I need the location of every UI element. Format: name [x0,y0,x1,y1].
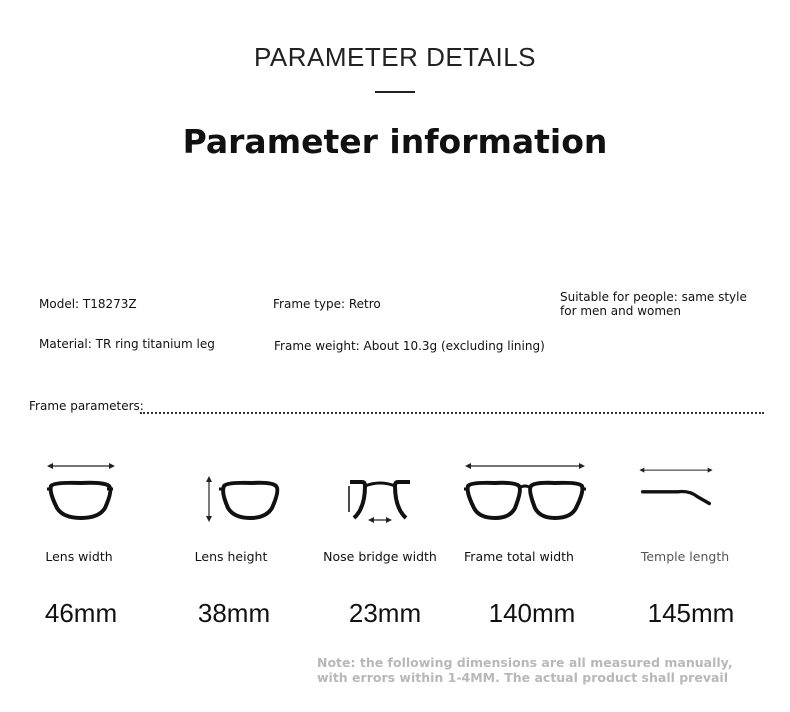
param-value-frame-width: 140mm [488,598,576,628]
frame-parameters-label: Frame parameters: [29,399,144,413]
lens-width-icon [41,456,121,526]
spec-suitable-line1: Suitable for people: same style [560,290,747,304]
param-label-frame-width: Frame total width [464,549,574,564]
spec-material: Material: TR ring titanium leg [39,337,215,351]
temple-length-icon [636,456,732,526]
param-label-lens-width: Lens width [45,549,113,564]
param-label-lens-height: Lens height [194,549,268,564]
page-title: Parameter information [182,122,608,161]
param-value-temple-length: 145mm [647,598,735,628]
lens-height-icon [200,471,280,541]
spec-suitable-line2: for men and women [560,304,682,318]
param-value-lens-height: 38mm [197,598,271,628]
header-title: PARAMETER DETAILS [253,42,537,72]
param-label-nose-bridge: Nose bridge width [323,549,437,564]
frame-width-icon [461,456,589,526]
header-divider [375,91,415,93]
spec-model: Model: T18273Z [39,297,137,311]
measurement-note [317,655,733,685]
note-line2: with errors within 1-4MM. The actual product shall prevail [317,670,728,685]
param-value-nose-bridge: 23mm [348,598,422,628]
note-line1: Note: the following dimensions are all measured manually, [317,655,733,670]
spec-frame-weight: Frame weight: About 10.3g (excluding lining) [274,339,545,353]
nose-bridge-icon [340,468,420,538]
spec-suitable [560,290,747,318]
param-value-lens-width: 46mm [44,598,118,628]
param-label-temple-length: Temple length [640,549,730,564]
spec-frame-type: Frame type: Retro [273,297,381,311]
dotted-divider [140,412,764,414]
